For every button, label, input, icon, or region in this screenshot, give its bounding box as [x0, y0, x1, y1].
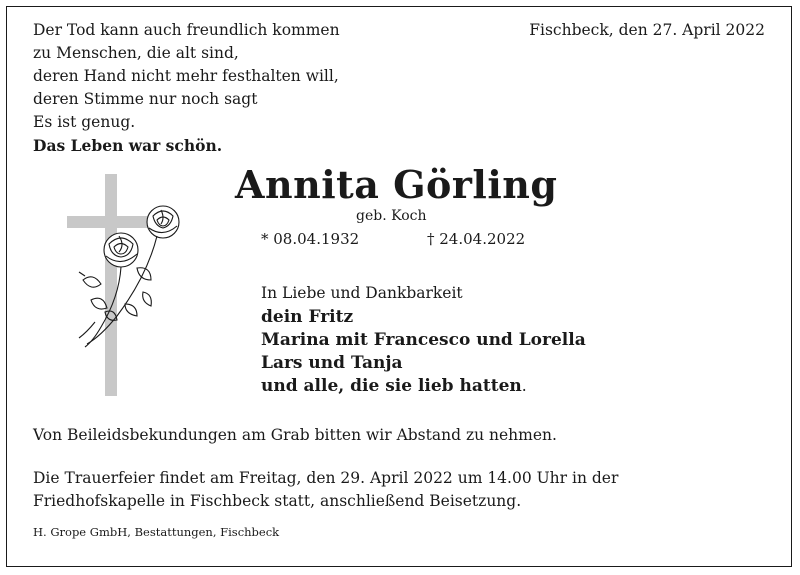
poem-line: Es ist genug.: [33, 113, 136, 131]
cross-icon: [67, 174, 151, 396]
mourners-block: [261, 282, 586, 398]
poem-line: Der Tod kann auch freundlich kommen: [33, 21, 340, 39]
cross-with-roses-illustration: [65, 172, 185, 402]
maiden-name: geb. Koch: [356, 208, 427, 224]
mourner-name-row: [261, 375, 586, 398]
poem-line: deren Hand nicht mehr festhalten will,: [33, 67, 339, 85]
deceased-name: Annita Görling: [235, 162, 558, 207]
poem-line: deren Stimme nur noch sagt: [33, 90, 258, 108]
undertaker-credit: H. Grope GmbH, Bestattungen, Fischbeck: [33, 525, 280, 539]
funeral-line: Friedhofskapelle in Fischbeck statt, anschließend Beisetzung.: [33, 492, 522, 510]
mourner-name: Marina mit Francesco und Lorella: [261, 330, 586, 350]
poem-line: zu Menschen, die alt sind,: [33, 44, 239, 62]
obituary-card: [6, 6, 792, 567]
poem-closing: Das Leben war schön.: [33, 136, 223, 155]
death-date: † 24.04.2022: [427, 230, 526, 248]
birth-date: * 08.04.1932: [261, 230, 360, 248]
mourner-name: dein Fritz: [261, 307, 354, 327]
condolence-note: Von Beileidsbekundungen am Grab bitten wir Abstand zu nehmen.: [33, 426, 557, 444]
mourner-name: Lars und Tanja: [261, 353, 403, 373]
dateline: Fischbeck, den 27. April 2022: [529, 21, 765, 39]
funeral-notice: [33, 467, 618, 513]
funeral-line: Die Trauerfeier findet am Freitag, den 29. April 2022 um 14.00 Uhr in der: [33, 469, 619, 487]
poem: [33, 19, 340, 157]
mourners-intro: In Liebe und Dankbarkeit: [261, 284, 463, 302]
mourner-name: und alle, die sie lieb hatten: [261, 376, 522, 396]
final-punctuation: .: [521, 377, 527, 395]
